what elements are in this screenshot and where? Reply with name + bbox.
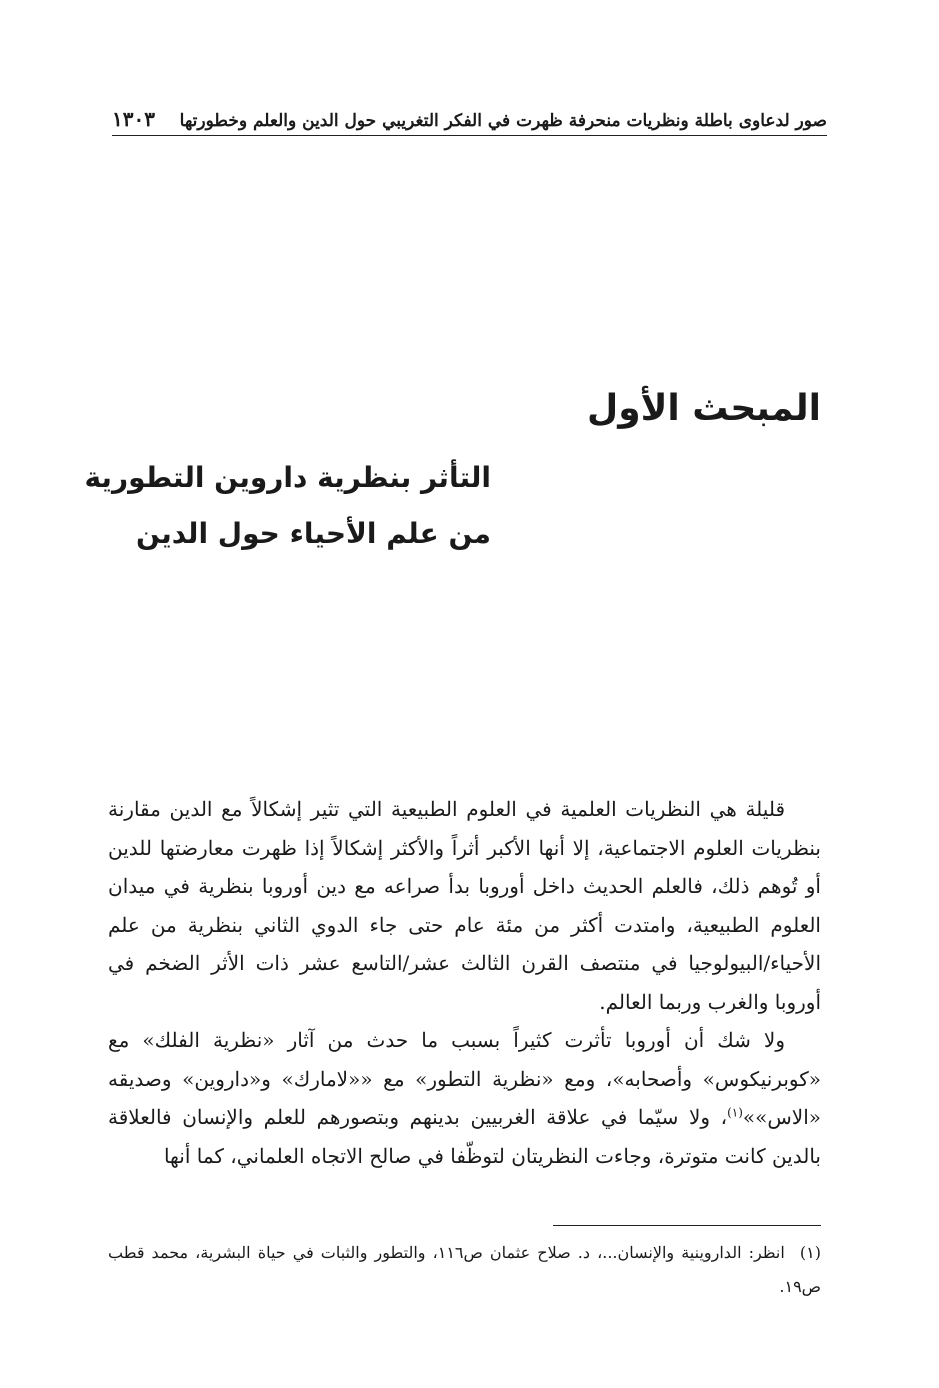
footnote-divider [553,1225,821,1226]
chapter-title-line-2: من علم الأحياء حول الدين [136,517,491,550]
chapter-title [84,450,491,562]
section-heading: المبحث الأول [586,388,821,429]
body-paragraph-2-part-1: ولا شك أن أوروبا تأثرت كثيراً بسبب ما حدث من آثار «نظرية الفلك» مع «كوبرنيكوس» وأصحابه»، ومع «نظرية التطور» مع ««لامارك» و«داروين» وصديقه «الاس»» [108,1028,821,1129]
footnote-number: (١) [799,1243,821,1262]
footnote-text: انظر: الداروينية والإنسان...، د. صلاح عثمان ص١١٦، والتطور والثبات في حياة البشرية، محمد قطب ص١٩. [108,1243,821,1296]
chapter-title-line-1: التأثر بنظرية داروين التطورية [84,461,491,494]
running-header-title: صور لدعاوى باطلة ونظريات منحرفة ظهرت في الفكر التغريبي حول الدين والعلم وخطورتها [179,111,827,131]
page-number: ١٣٠٣ [112,107,155,131]
body-paragraph-1: قليلة هي النظريات العلمية في العلوم الطبيعية التي تثير إشكالاً مع الدين مقارنة بنظريات العلوم الاجتماعية، إلا أنها الأكبر أثراً والأكثر إشكالاً إذا ظهرت معارضتها للدين أو تُوهم ذلك، فالعلم الحديث داخل أوروبا بدأ صراعه مع دين أوروبا بنظرية في ميدان العلوم الطبيعية، وامتدت أكثر من مئة عام حتى جاء الدوي الثاني بنظرية من علم الأحياء/البيولوجيا في منتصف القرن الثالث عشر/التاسع عشر ذات الأثر الضخم في أوروبا والغرب وربما العالم. [108,797,821,1014]
footnote [108,1236,821,1304]
body-text [108,790,821,1175]
body-paragraph-2-part-2: ، ولا سيّما في علاقة الغربيين بدينهم وبتصورهم للعلم والإنسان فالعلاقة بالدين كانت متوترة، وجاءت النظريتان لتوظّفا في صالح الاتجاه العلماني، كما أنها [108,1105,821,1168]
body-paragraph-2 [108,1021,821,1175]
footnote-reference: (١) [727,1105,743,1120]
running-header [112,100,827,136]
